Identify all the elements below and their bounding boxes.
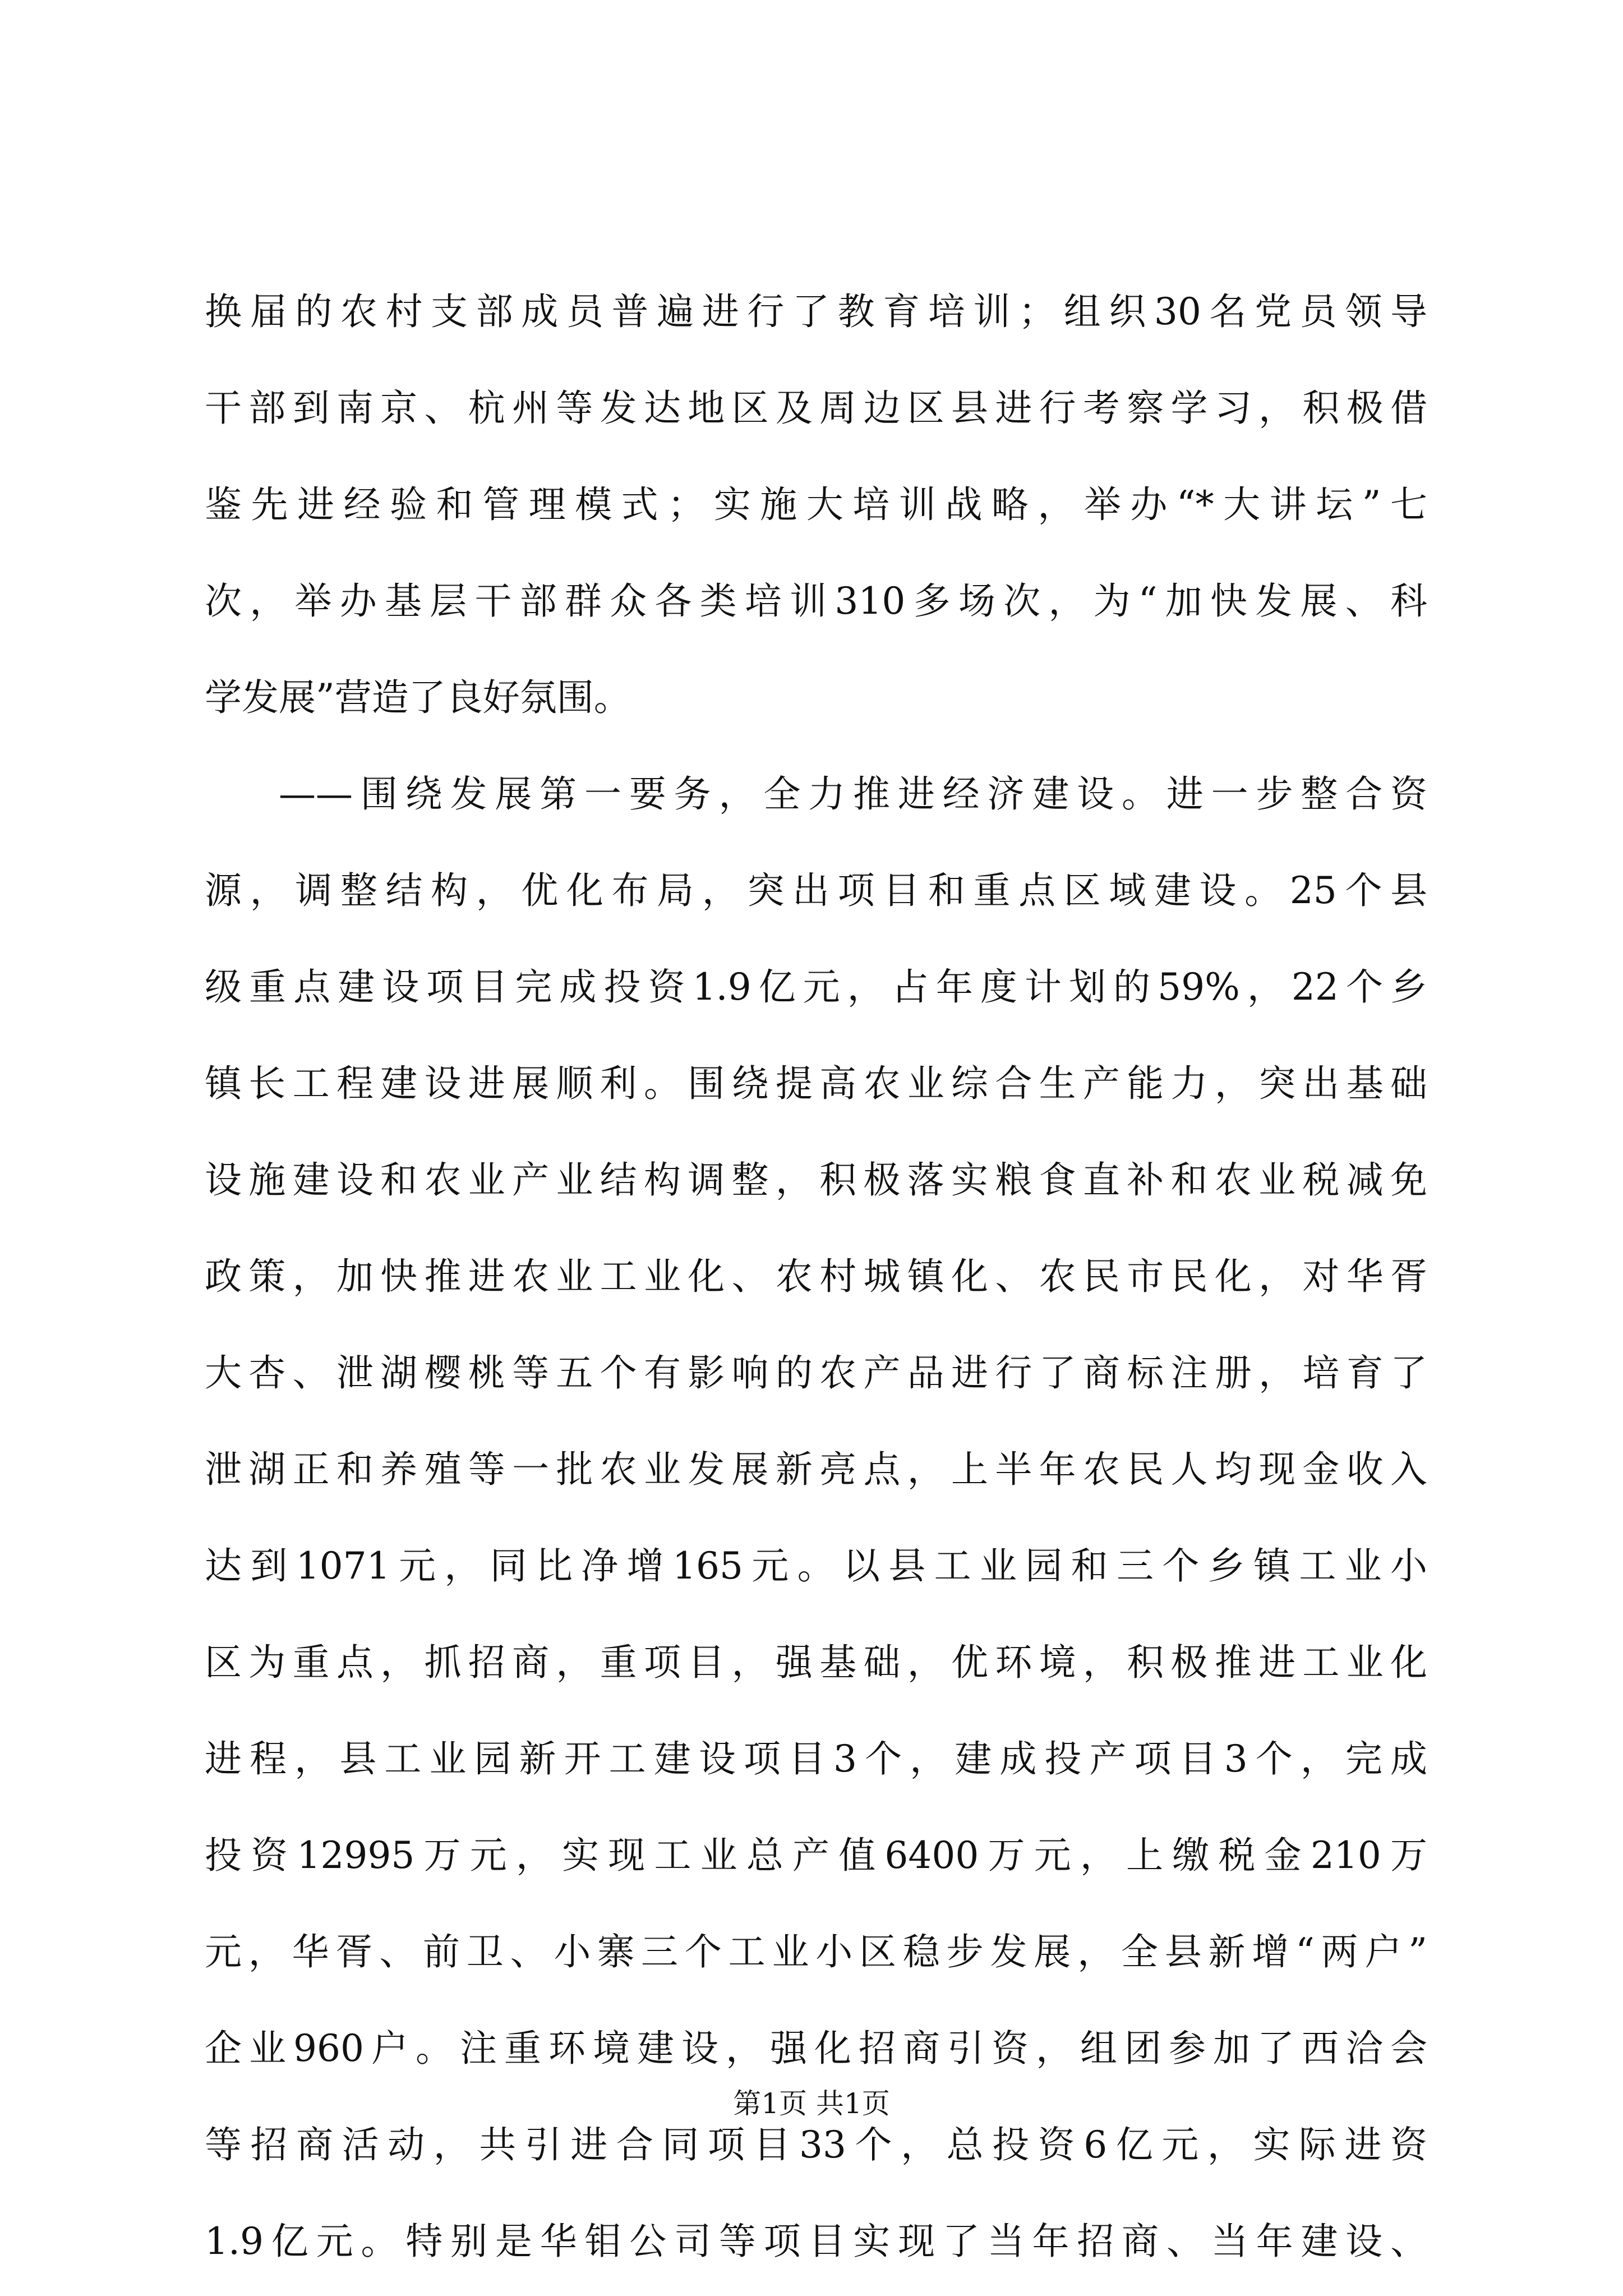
text-line: 泄湖正和养殖等一批农业发展新亮点，上半年农民人均现金收入 bbox=[205, 1448, 1427, 1491]
text-line: 达到1071元，同比净增165元。以县工业园和三个乡镇工业小 bbox=[205, 1544, 1427, 1588]
page-number-label: 第1页 共1页 bbox=[733, 2087, 890, 2120]
text-line: 设施建设和农业产业结构调整，积极落实粮食直补和农业税减免 bbox=[205, 1158, 1427, 1202]
text-line: 学发展”营造了良好氛围。 bbox=[205, 676, 631, 719]
text-line: 投资12995万元，实现工业总产值6400万元，上缴税金210万 bbox=[205, 1834, 1427, 1877]
text-line: 次，举办基层干部群众各类培训310多场次，为“加快发展、科 bbox=[205, 579, 1427, 623]
text-line: 等招商活动，共引进合同项目33个，总投资6亿元，实际进资 bbox=[205, 2123, 1427, 2166]
page-footer bbox=[0, 2081, 1623, 2126]
text-line: 政策，加快推进农业工业化、农村城镇化、农民市民化，对华胥 bbox=[205, 1255, 1427, 1298]
text-line: 区为重点，抓招商，重项目，强基础，优环境，积极推进工业化 bbox=[205, 1641, 1427, 1684]
paragraph-training bbox=[205, 264, 1427, 746]
text-line: 鉴先进经验和管理模式；实施大培训战略，举办“*大讲坛”七 bbox=[205, 483, 1427, 526]
text-line: 源，调整结构，优化布局，突出项目和重点区域建设。25个县 bbox=[205, 869, 1427, 912]
text-line: 干部到南京、杭州等发达地区及周边区县进行考察学习，积极借 bbox=[205, 386, 1427, 430]
text-line: 进程，县工业园新开工建设项目3个，建成投产项目3个，完成 bbox=[205, 1737, 1427, 1780]
text-line: 大杏、泄湖樱桃等五个有影响的农产品进行了商标注册，培育了 bbox=[205, 1351, 1427, 1395]
document-body bbox=[205, 264, 1427, 2290]
text-line: 换届的农村支部成员普遍进行了教育培训；组织30名党员领导 bbox=[205, 290, 1427, 333]
text-line: 镇长工程建设进展顺利。围绕提高农业综合生产能力，突出基础 bbox=[205, 1062, 1427, 1105]
text-line: 级重点建设项目完成投资1.9亿元，占年度计划的59%，22个乡 bbox=[205, 965, 1427, 1009]
text-line: 1.9亿元。特别是华钼公司等项目实现了当年招商、当年建设、 bbox=[205, 2220, 1427, 2263]
text-line: 企业960户。注重环境建设，强化招商引资，组团参加了西洽会 bbox=[205, 2027, 1427, 2070]
paragraph-economic-development bbox=[205, 746, 1427, 2290]
text-line: 元，华胥、前卫、小寨三个工业小区稳步发展，全县新增“两户” bbox=[205, 1930, 1427, 1973]
text-line: ——围绕发展第一要务，全力推进经济建设。进一步整合资 bbox=[279, 772, 1427, 816]
